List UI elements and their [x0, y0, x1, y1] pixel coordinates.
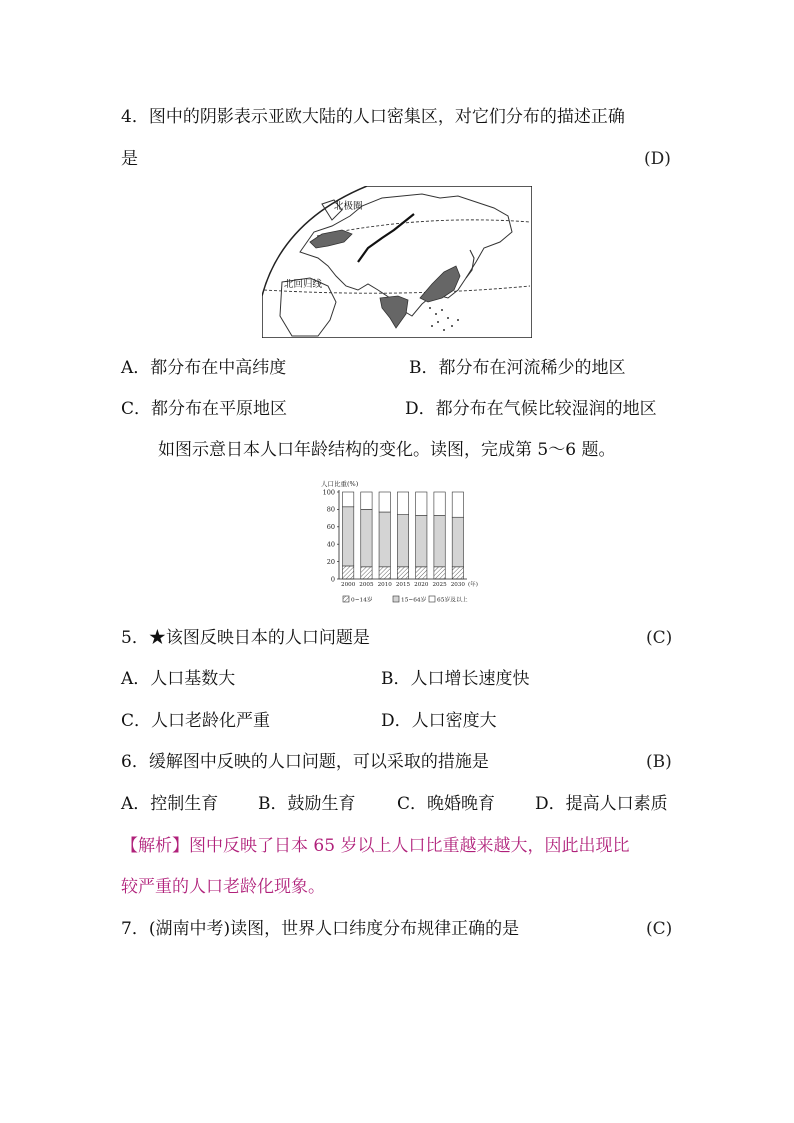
q6-stem: 6．缓解图中反映的人口问题，可以采取的措施是 — [121, 752, 489, 772]
chart-ytick-label: 40 — [326, 540, 335, 549]
label-tropic: 北回归线 — [284, 279, 323, 290]
chart-bar-segment-3 — [416, 492, 427, 515]
chart-bar-segment-2 — [342, 507, 353, 566]
chart-ytick-label: 0 — [330, 575, 335, 584]
chart-xtick-label: 2000 — [341, 582, 356, 588]
q4-answer: (D) — [644, 149, 671, 169]
q6-option-a: A．控制生育 — [121, 794, 219, 814]
chart-xtick-label: 2025 — [432, 582, 447, 588]
chart-legend-label: 65岁及以上 — [437, 597, 468, 604]
q7-stem: 7．(湖南中考)读图，世界人口纬度分布规律正确的是 — [121, 919, 520, 939]
chart-xlabel: (年) — [468, 582, 478, 588]
chart-ytick-label: 80 — [326, 505, 335, 514]
chart-ytick-label: 20 — [326, 557, 335, 566]
q4-stem-line2: 是 — [121, 149, 138, 169]
chart-xtick-label: 2030 — [450, 582, 465, 588]
q5-option-a: A．人口基数大 — [121, 669, 236, 689]
chart-bar-segment-3 — [452, 492, 463, 517]
chart-legend-label: 0~14岁 — [351, 597, 373, 604]
q5-option-c: C．人口老龄化严重 — [121, 711, 271, 731]
chart-bar-segment-2 — [416, 515, 427, 566]
chart-ylabel: 人口比重(%) — [321, 480, 359, 488]
q4-option-c: C．都分布在平原地区 — [121, 399, 288, 419]
chart-bar-segment-2 — [361, 509, 372, 566]
q6-option-c: C．晚婚晚育 — [397, 794, 496, 814]
chart-xtick-label: 2015 — [395, 582, 411, 588]
q6-option-b: B．鼓励生育 — [258, 794, 356, 814]
chart-bar-segment-1 — [379, 567, 390, 579]
q5-stem: 5．★该图反映日本的人口问题是 — [121, 628, 370, 648]
chart-bar-segment-2 — [452, 517, 463, 567]
japan-age-structure-chart — [315, 478, 480, 613]
chart-legend-swatch — [429, 596, 435, 602]
chart-xtick-label: 2005 — [359, 582, 374, 588]
chart-bar-segment-2 — [379, 512, 390, 567]
chart-bar-segment-1 — [342, 566, 353, 579]
chart-ytick-label: 60 — [326, 523, 335, 532]
chart-legend-swatch — [343, 596, 349, 602]
q5-answer: (C) — [646, 628, 673, 648]
q5-option-d: D．人口密度大 — [381, 711, 497, 731]
q6-analysis-line1: 【解析】图中反映了日本 65 岁以上人口比重越来越大，因此出现比 — [121, 836, 630, 856]
q4-option-a: A．都分布在中高纬度 — [121, 358, 287, 378]
intro-text: 如图示意日本人口年龄结构的变化。读图，完成第 5～6 题。 — [158, 440, 616, 460]
q6-answer: (B) — [646, 752, 672, 772]
chart-legend-swatch — [393, 596, 399, 602]
q4-stem-line1: 4．图中的阴影表示亚欧大陆的人口密集区，对它们分布的描述正确 — [121, 107, 625, 127]
chart-bar-segment-3 — [379, 492, 390, 512]
chart-bar-segment-1 — [452, 567, 463, 579]
label-arctic-circle: 北极圈 — [334, 201, 363, 212]
chart-bar-segment-1 — [416, 567, 427, 579]
chart-xtick-label: 2020 — [414, 582, 429, 588]
q6-option-d: D．提高人口素质 — [535, 794, 668, 814]
chart-bar-segment-3 — [361, 492, 372, 509]
q4-option-d: D．都分布在气候比较湿润的地区 — [405, 399, 657, 419]
chart-xtick-label: 2010 — [377, 582, 392, 588]
chart-ytick-label: 100 — [322, 488, 335, 497]
chart-bar-segment-3 — [397, 492, 408, 515]
q7-answer: (C) — [646, 919, 673, 939]
chart-bar-segment-3 — [434, 492, 445, 515]
chart-bar-segment-1 — [397, 567, 408, 579]
q4-option-b: B．都分布在河流稀少的地区 — [409, 358, 626, 378]
chart-bar-segment-2 — [434, 515, 445, 566]
chart-bar-segment-3 — [342, 492, 353, 507]
chart-legend-label: 15~64岁 — [401, 597, 427, 604]
chart-bar-segment-1 — [434, 567, 445, 579]
q6-analysis-line2: 较严重的人口老龄化现象。 — [121, 877, 325, 897]
chart-bar-segment-2 — [397, 515, 408, 567]
q5-option-b: B．人口增长速度快 — [381, 669, 530, 689]
eurasia-population-map — [262, 186, 532, 338]
chart-bar-segment-1 — [361, 567, 372, 579]
